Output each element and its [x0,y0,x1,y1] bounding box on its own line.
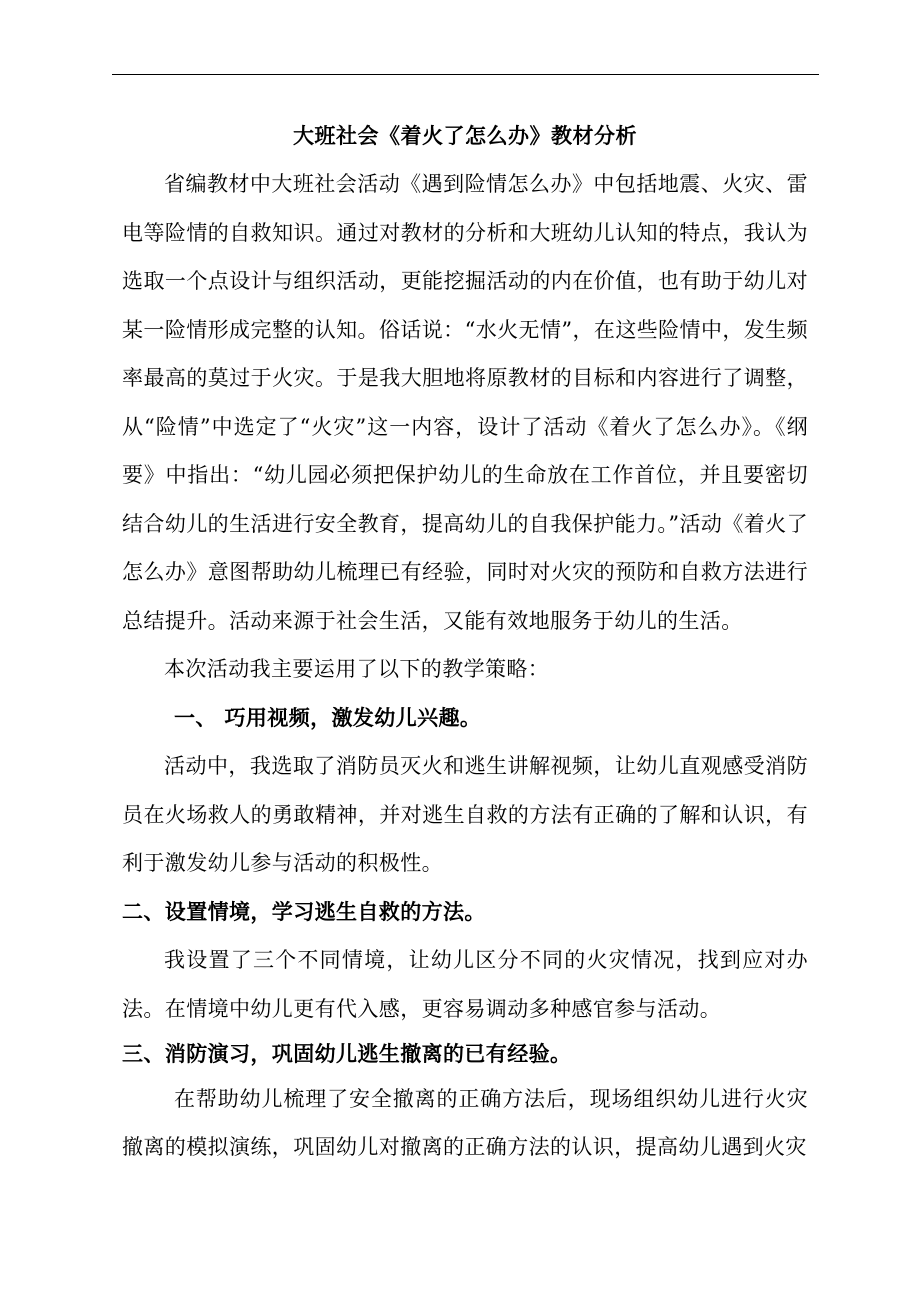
intro-paragraph: 省编教材中大班社会活动《遇到险情怎么办》中包括地震、火灾、雷电等险情的自救知识。通过对教材的分析和大班幼儿认知的特点，我认为选取一个点设计与组织活动，更能挖掘活动的内在价值，也有助于幼儿对某一险情形成完整的认知。俗话说：“水火无情”，在这些险情中，发生频率最高的莫过于火灾。于是我大胆地将原教材的目标和内容进行了调整，从“险情”中选定了“火灾”这一内容，设计了活动《着火了怎么办》。《纲要》中指出：“幼儿园必须把保护幼儿的生命放在工作首位，并且要密切结合幼儿的生活进行安全教育，提高幼儿的自我保护能力。”活动《着火了怎么办》意图帮助幼儿梳理已有经验，同时对火灾的预防和自救方法进行总结提升。活动来源于社会生活，又能有效地服务于幼儿的生活。 [122,172,808,633]
strategy-intro-paragraph: 本次活动我主要运用了以下的教学策略： [164,657,550,681]
section-body-2: 我设置了三个不同情境，让幼儿区分不同的火灾情况，找到应对办法。在情境中幼儿更有代入感，更容易调动多种感官参与活动。 [122,948,808,1021]
section-heading-3: 三、消防演习，巩固幼儿逃生撤离的已有经验。 [122,1041,572,1066]
section-heading-1: 一、 巧用视频，激发幼儿兴趣。 [174,704,482,730]
section-body-3: 在帮助幼儿梳理了安全撤离的正确方法后，现场组织幼儿进行火灾撤离的模拟演练，巩固幼儿对撤离的正确方法的认识，提高幼儿遇到火灾 [122,1087,808,1159]
document-page [122,112,808,1171]
section-body-1: 活动中，我选取了消防员灭火和逃生讲解视频，让幼儿直观感受消防员在火场救人的勇敢精神，并对逃生自救的方法有正确的了解和认识，有利于激发幼儿参与活动的积极性。 [122,754,808,875]
section-heading-2: 二、设置情境，学习逃生自救的方法。 [122,898,486,924]
header-rule [112,74,819,75]
document-title: 大班社会《着火了怎么办》教材分析 [293,123,637,148]
